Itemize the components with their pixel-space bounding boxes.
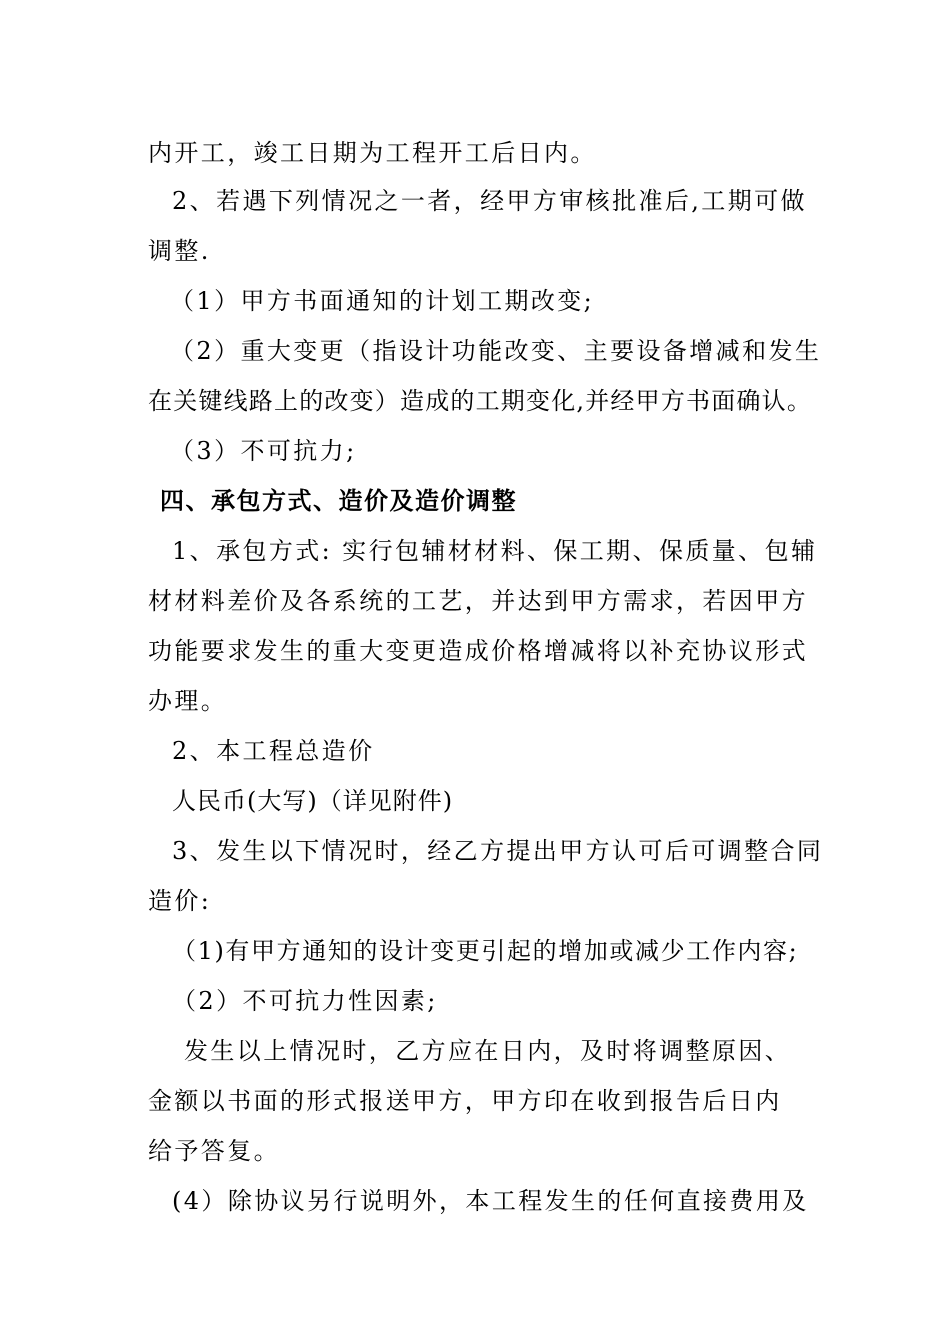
- section-heading: 四、承包方式、造价及造价调整: [160, 486, 517, 515]
- text-line: 2、本工程总造价: [172, 737, 375, 765]
- text-line: 办理。: [148, 687, 228, 715]
- text-line: （2）不可抗力性因素;: [172, 987, 438, 1015]
- text-line: （1)有甲方通知的设计变更引起的增加或减少工作内容;: [172, 937, 799, 965]
- text-line: （1）甲方书面通知的计划工期改变;: [170, 287, 595, 315]
- text-line: 3、发生以下情况时，经乙方提出甲方认可后可调整合同: [172, 837, 824, 865]
- text-line: （3）不可抗力;: [170, 437, 357, 465]
- text-line: 给予答复。: [148, 1137, 280, 1165]
- text-line: （2）重大变更（指设计功能改变、主要设备增减和发生: [170, 337, 822, 365]
- text-line: 功能要求发生的重大变更造成价格增减将以补充协议形式: [148, 637, 808, 665]
- text-line: 发生以上情况时，乙方应在日内，及时将调整原因、: [184, 1037, 792, 1065]
- text-line: 调整.: [148, 237, 211, 265]
- text-line: 造价:: [148, 887, 212, 915]
- text-line: 在关键线路上的改变）造成的工期变化,并经甲方书面确认。: [148, 387, 813, 415]
- text-line: 内开工，竣工日期为工程开工后日内。: [148, 139, 597, 167]
- text-line: 金额以书面的形式报送甲方，甲方印在收到报告后日内: [148, 1087, 782, 1115]
- text-line: 材材料差价及各系统的工艺，并达到甲方需求，若因甲方: [148, 587, 808, 615]
- text-line: 2、若遇下列情况之一者，经甲方审核批准后,工期可做: [172, 187, 807, 215]
- text-line: 人民币(大写)（详见附件): [172, 787, 454, 815]
- text-line: (4）除协议另行说明外，本工程发生的任何直接费用及: [172, 1187, 809, 1215]
- text-line: 1、承包方式: 实行包辅材材料、保工期、保质量、包辅: [172, 537, 818, 565]
